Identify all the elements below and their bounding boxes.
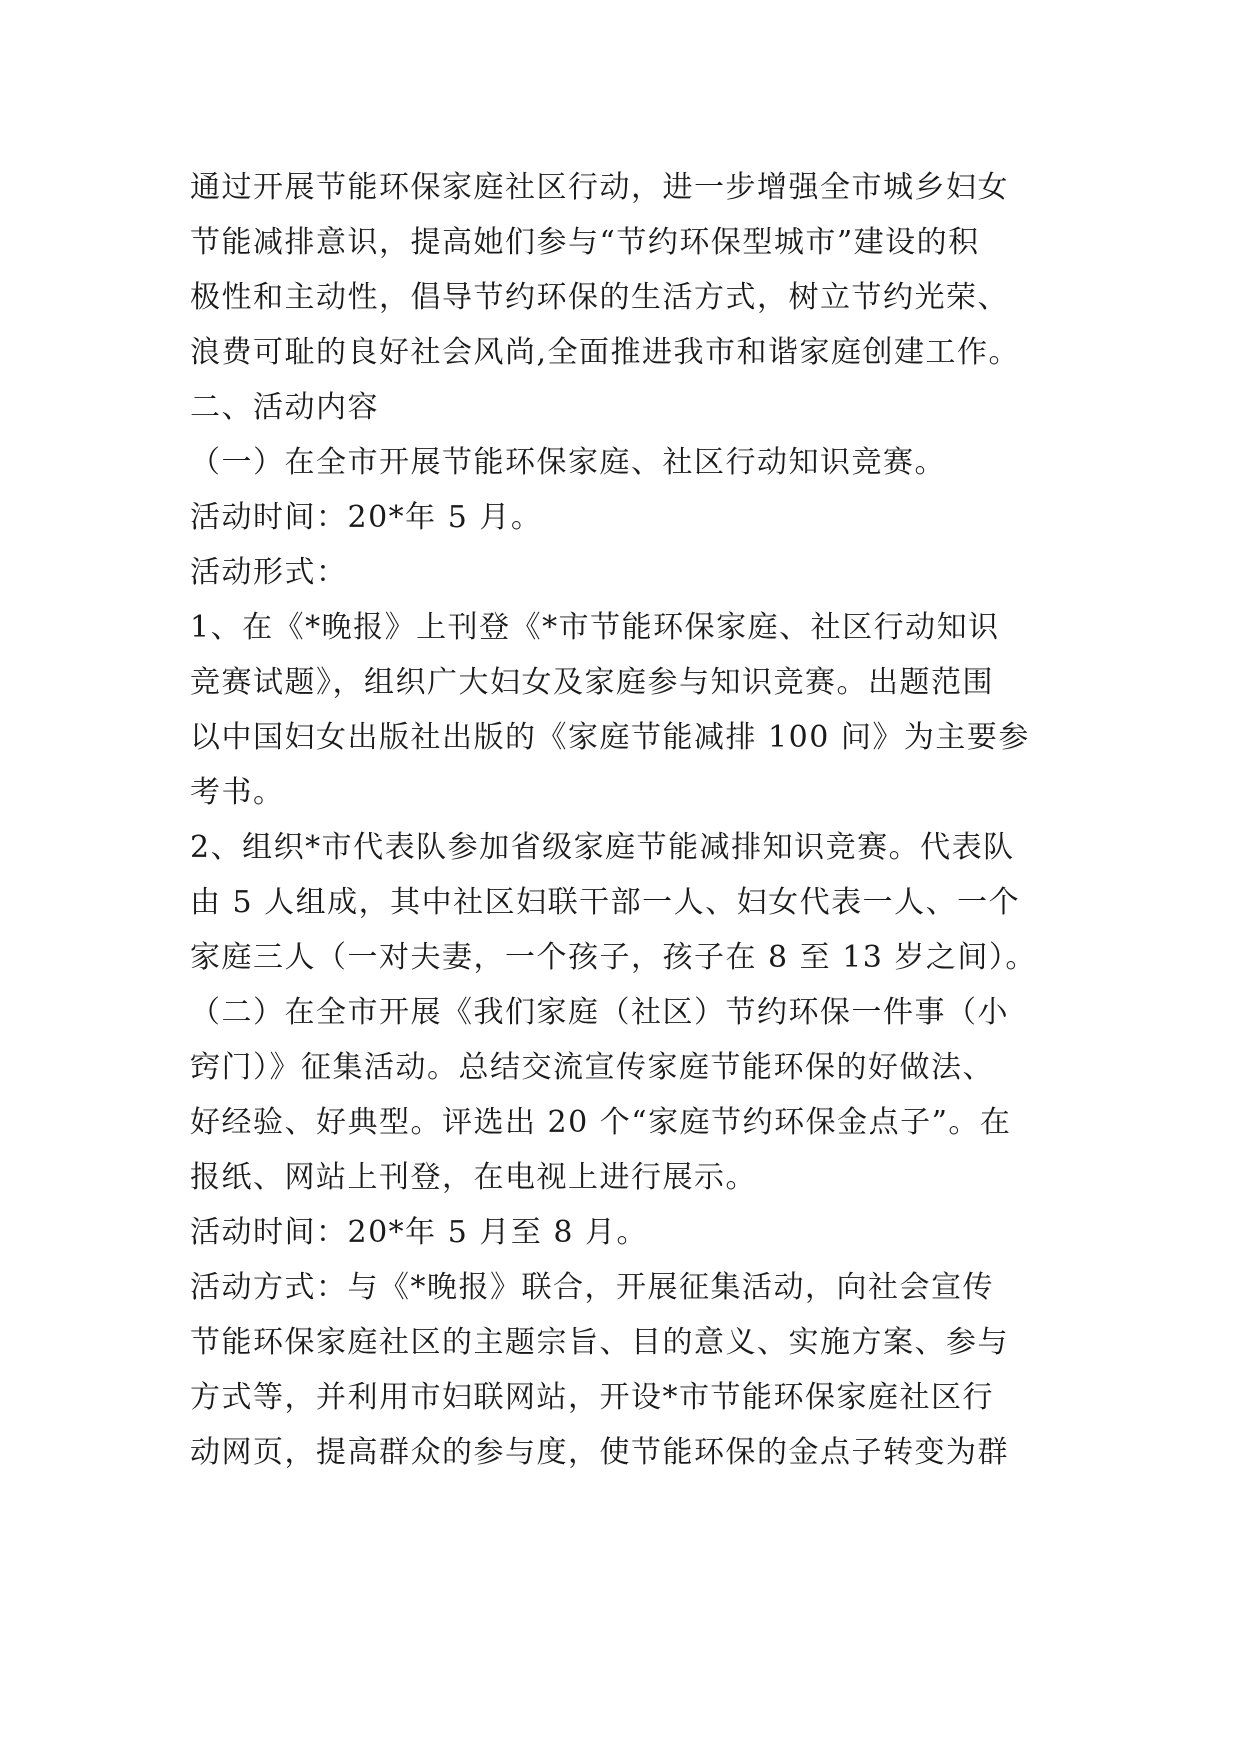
text-line: 由 5 人组成，其中社区妇联干部一人、妇女代表一人、一个 xyxy=(190,885,1021,920)
text-line: 活动方式：与《*晚报》联合，开展征集活动，向社会宣传 xyxy=(190,1270,994,1305)
text-line: 通过开展节能环保家庭社区行动，进一步增强全市城乡妇女 xyxy=(190,170,1009,205)
text-line: 活动形式： xyxy=(190,555,348,590)
text-line: 活动时间：20*年 5 月。 xyxy=(190,500,543,535)
text-line: 竞赛试题》，组织广大妇女及家庭参与知识竞赛。出题范围 xyxy=(190,665,994,700)
text-line: 报纸、网站上刊登，在电视上进行展示。 xyxy=(190,1160,757,1195)
text-line: 2、组织*市代表队参加省级家庭节能减排知识竞赛。代表队 xyxy=(190,830,1015,865)
body-text xyxy=(190,160,1070,1480)
text-line: 好经验、好典型。评选出 20 个“家庭节约环保金点子”。在 xyxy=(190,1105,1012,1140)
text-line: 考书。 xyxy=(190,775,285,810)
text-line: 节能环保家庭社区的主题宗旨、目的意义、实施方案、参与 xyxy=(190,1325,1009,1360)
text-line: 节能减排意识，提高她们参与“节约环保型城市”建设的积 xyxy=(190,225,980,260)
text-line: 窍门）》征集活动。总结交流宣传家庭节能环保的好做法、 xyxy=(190,1050,994,1085)
text-line: 1、在《*晚报》上刊登《*市节能环保家庭、社区行动知识 xyxy=(190,610,1000,645)
text-line: 浪费可耻的良好社会风尚,全面推进我市和谐家庭创建工作。 xyxy=(190,335,1021,370)
subsection-heading: （二）在全市开展《我们家庭（社区）节约环保一件事（小 xyxy=(190,995,1009,1030)
text-line: 动网页，提高群众的参与度，使节能环保的金点子转变为群 xyxy=(190,1435,1009,1470)
subsection-heading: （一）在全市开展节能环保家庭、社区行动知识竞赛。 xyxy=(190,445,946,480)
text-line: 极性和主动性，倡导节约环保的生活方式，树立节约光荣、 xyxy=(190,280,1009,315)
text-line: 家庭三人（一对夫妻，一个孩子，孩子在 8 至 13 岁之间）。 xyxy=(190,940,1037,975)
section-heading: 二、活动内容 xyxy=(190,390,379,425)
text-line: 方式等，并利用市妇联网站，开设*市节能环保家庭社区行 xyxy=(190,1380,994,1415)
text-line: 以中国妇女出版社出版的《家庭节能减排 100 问》为主要参 xyxy=(190,720,1030,755)
text-line: 活动时间：20*年 5 月至 8 月。 xyxy=(190,1215,648,1250)
